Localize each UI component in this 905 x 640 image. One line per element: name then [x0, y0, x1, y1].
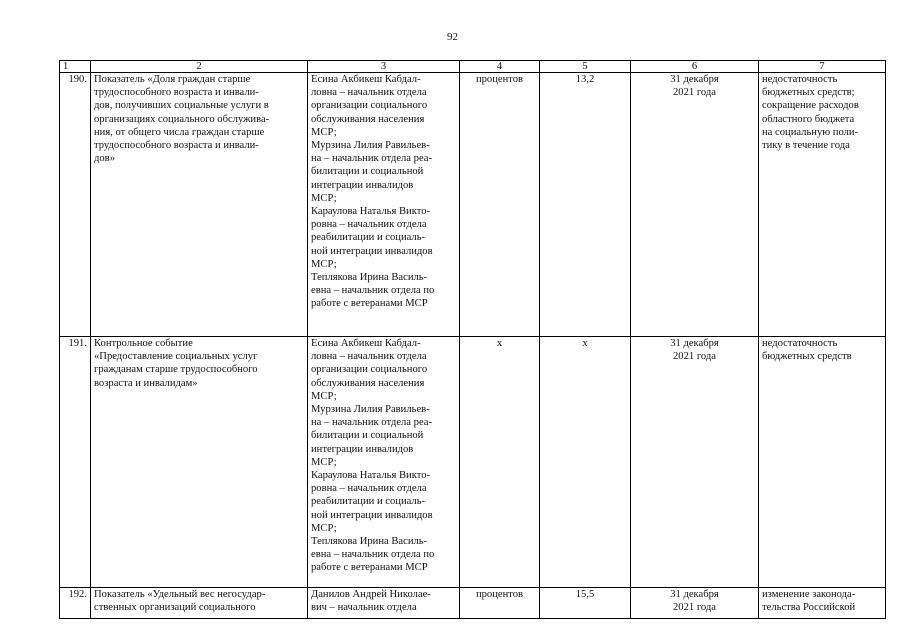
table-row: [60, 337, 886, 588]
row-responsible: [308, 588, 460, 619]
row-risks: [759, 588, 886, 619]
table-row: [60, 588, 886, 619]
row-name: [91, 73, 308, 337]
row-number: 190.: [60, 73, 91, 337]
header-col-7: 7: [759, 61, 886, 73]
row-name-text: Контрольное событие «Предоставление социальных услуг гражданам старше трудоспособного возраста и инвалидам»: [94, 338, 258, 389]
page-number: 92: [447, 31, 458, 43]
row-unit: процентов: [460, 588, 540, 619]
row-risks-text: недостаточность бюджетных средств; сокращение расходов областного бюджета на социальную поли- тику в течение года: [762, 74, 859, 152]
row-date: [631, 73, 759, 337]
row-number: 191.: [60, 337, 91, 588]
row-responsible: [308, 337, 460, 588]
header-col-4: 4: [460, 61, 540, 73]
row-value: х: [540, 337, 631, 588]
row-name-text: Показатель «Удельный вес негосудар- ственных организаций социального: [94, 589, 266, 614]
row-value: 13,2: [540, 73, 631, 337]
row-date-text: 31 декабря 2021 года: [670, 74, 719, 99]
row-responsible-text: Есина Акбикеш Кабдал- ловна – начальник отдела организации социального обслуживания населения МСР; Мурзина Лилия Равильев- на – начальник отдела реа- билитации и социальной интеграции инвалидов МСР; Караулова Наталья Викто- ровна – начальник отдела реабилитации и социаль- ной интеграции инвалидов МСР; Теплякова Ирина Василь- евна – начальник отдела по работе с ветеранами МСР: [311, 338, 435, 574]
row-name: [91, 337, 308, 588]
row-unit: х: [460, 337, 540, 588]
row-date-text: 31 декабря 2021 года: [670, 589, 719, 614]
header-col-3: 3: [308, 61, 460, 73]
row-number: 192.: [60, 588, 91, 619]
row-risks: [759, 337, 886, 588]
row-responsible-text: Данилов Андрей Николае- вич – начальник отдела: [311, 589, 431, 614]
row-date: [631, 588, 759, 619]
table-row: [60, 73, 886, 337]
header-col-5: 5: [540, 61, 631, 73]
row-name: [91, 588, 308, 619]
row-unit: процентов: [460, 73, 540, 337]
row-name-text: Показатель «Доля граждан старше трудоспособного возраста и инвали- дов, получивших социальные услуги в организациях социального обслужива- ния, от общего числа граждан старше трудоспособного возраста и инвали- дов»: [94, 74, 270, 165]
row-risks-text: недостаточность бюджетных средств: [762, 338, 852, 363]
row-date: [631, 337, 759, 588]
document-table: [59, 60, 886, 619]
row-risks: [759, 73, 886, 337]
row-value: 15,5: [540, 588, 631, 619]
header-col-1: 1: [60, 61, 91, 73]
row-risks-text: изменение законода- тельства Российской: [762, 589, 856, 614]
row-date-text: 31 декабря 2021 года: [670, 338, 719, 363]
row-responsible: [308, 73, 460, 337]
header-col-2: 2: [91, 61, 308, 73]
row-responsible-text: Есина Акбикеш Кабдал- ловна – начальник отдела организации социального обслуживания населения МСР; Мурзина Лилия Равильев- на – начальник отдела реа- билитации и социальной интеграции инвалидов МСР; Караулова Наталья Викто- ровна – начальник отдела реабилитации и социаль- ной интеграции инвалидов МСР; Теплякова Ирина Василь- евна – начальник отдела по работе с ветеранами МСР: [311, 74, 435, 310]
table-header-row: [60, 61, 886, 73]
header-col-6: 6: [631, 61, 759, 73]
